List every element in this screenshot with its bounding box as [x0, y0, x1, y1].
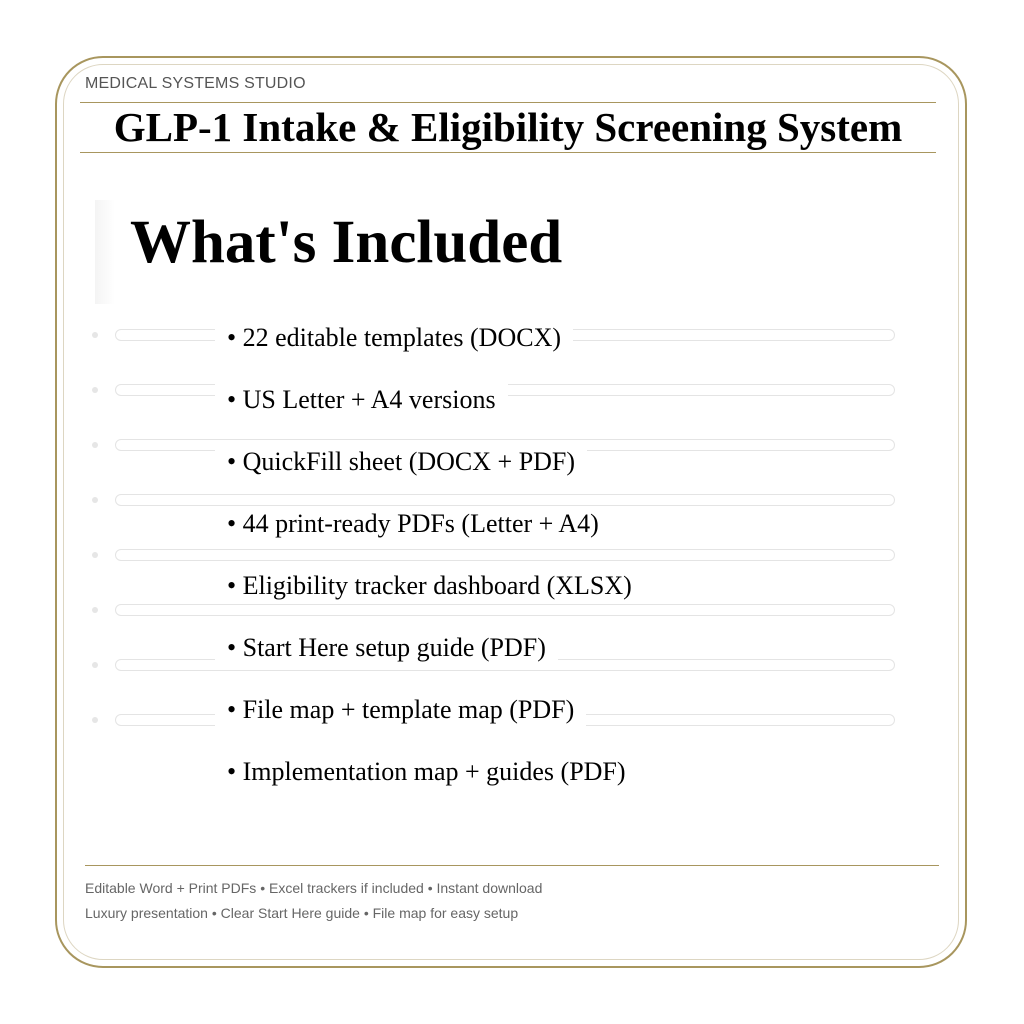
list-item: • Implementation map + guides (PDF)	[215, 754, 644, 816]
included-list	[215, 320, 644, 816]
section-heading: What's Included	[130, 209, 563, 276]
title-rule-bottom	[80, 152, 936, 153]
footer-line-2: Luxury presentation • Clear Start Here guide • File map for easy setup	[85, 905, 519, 921]
ghost-heading-bar	[95, 200, 115, 304]
page-title: GLP-1 Intake & Eligibility Screening System	[113, 104, 903, 150]
list-item: • Start Here setup guide (PDF)	[215, 630, 644, 692]
list-item: • 22 editable templates (DOCX)	[215, 320, 644, 382]
list-item: • 44 print-ready PDFs (Letter + A4)	[215, 506, 644, 568]
list-item: • US Letter + A4 versions	[215, 382, 644, 444]
list-item: • Eligibility tracker dashboard (XLSX)	[215, 568, 644, 630]
footer-line-1: Editable Word + Print PDFs • Excel trackers if included • Instant download	[85, 880, 543, 896]
list-item: • File map + template map (PDF)	[215, 692, 644, 754]
list-item: • QuickFill sheet (DOCX + PDF)	[215, 444, 644, 506]
brand-label: MEDICAL SYSTEMS STUDIO	[85, 75, 306, 92]
footer-rule	[85, 865, 939, 866]
